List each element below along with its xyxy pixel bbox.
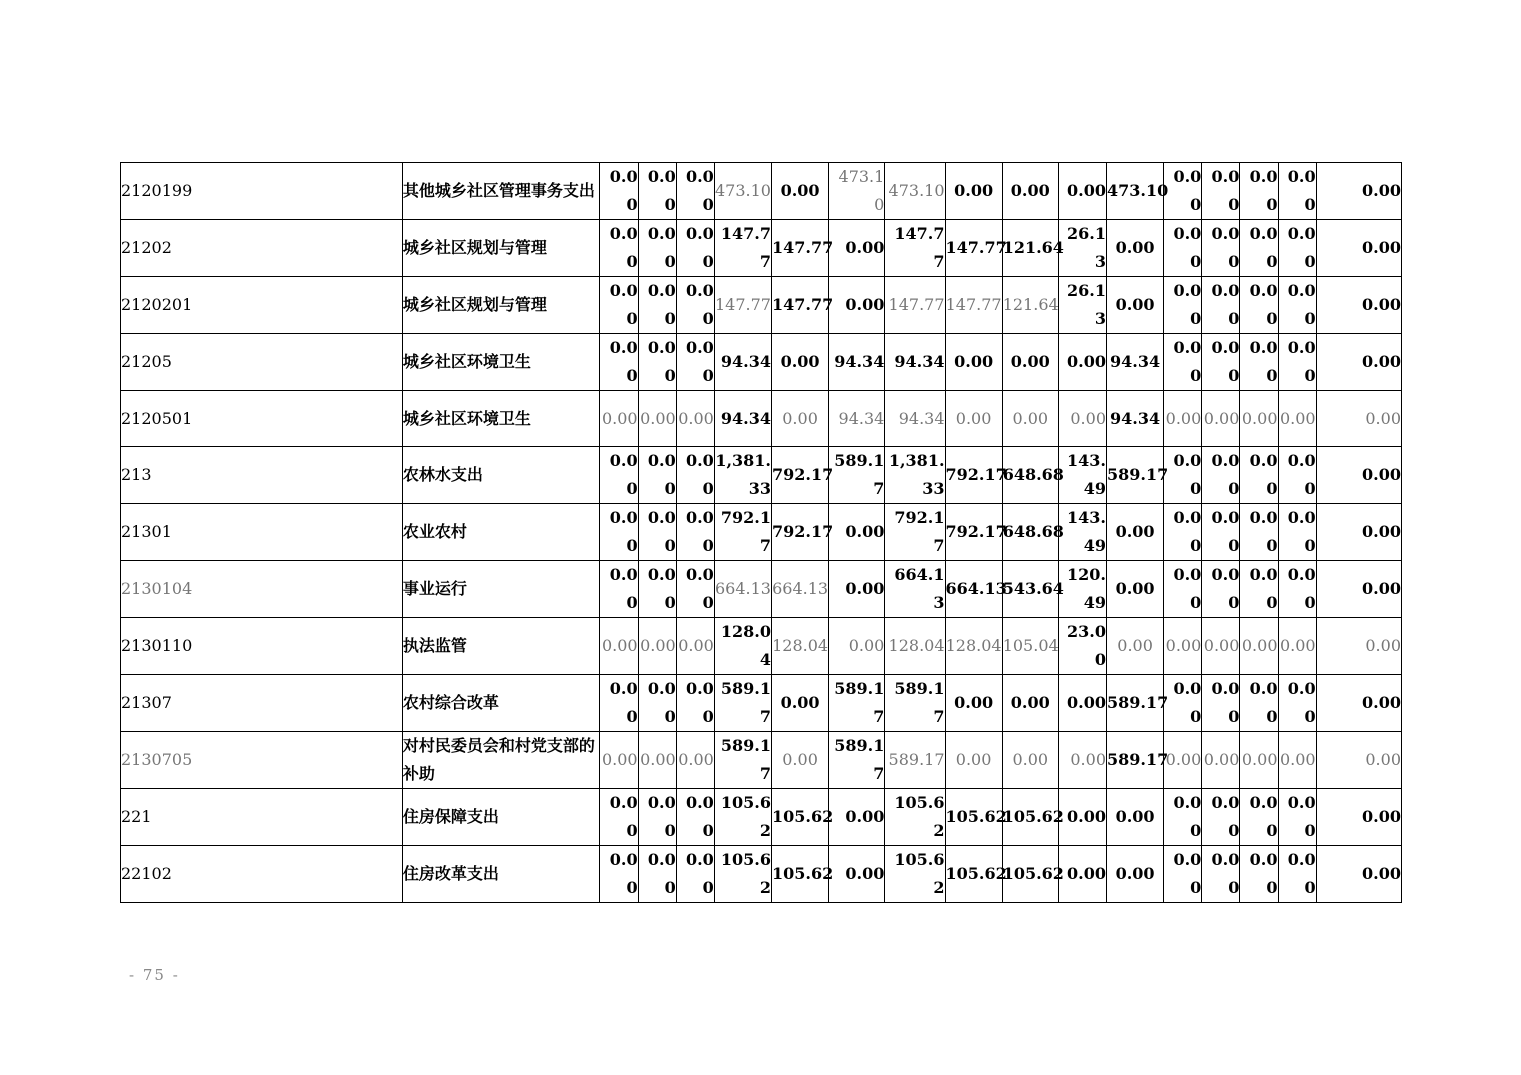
value-cell: 589.17	[829, 675, 885, 732]
value-cell: 664.13	[714, 561, 771, 618]
value-cell: 128.04	[885, 618, 945, 675]
row-name-cell: 城乡社区环境卫生	[402, 391, 600, 447]
value-cell: 0.00	[1240, 447, 1278, 504]
value-cell: 0.00	[1316, 618, 1401, 675]
value-cell: 0.00	[829, 618, 885, 675]
value-cell: 0.00	[1164, 618, 1202, 675]
value-cell: 589.17	[1107, 447, 1164, 504]
value-cell: 0.00	[945, 675, 1002, 732]
row-name-cell: 农业农村	[402, 504, 600, 561]
value-cell: 143.49	[1058, 447, 1106, 504]
value-cell: 0.00	[638, 391, 676, 447]
value-cell: 0.00	[1002, 391, 1058, 447]
value-cell: 792.17	[771, 504, 828, 561]
value-cell: 0.00	[1278, 732, 1316, 789]
value-cell: 0.00	[1202, 732, 1240, 789]
value-cell: 0.00	[1278, 789, 1316, 846]
value-cell: 0.00	[829, 220, 885, 277]
value-cell: 0.00	[1107, 789, 1164, 846]
row-code-cell: 2120201	[121, 277, 403, 334]
value-cell: 128.04	[771, 618, 828, 675]
table-row	[121, 334, 1402, 391]
value-cell: 0.00	[1202, 561, 1240, 618]
value-cell: 0.00	[945, 391, 1002, 447]
value-cell: 0.00	[600, 220, 638, 277]
value-cell: 0.00	[638, 447, 676, 504]
value-cell: 0.00	[1202, 789, 1240, 846]
value-cell: 792.17	[714, 504, 771, 561]
row-name-cell: 城乡社区规划与管理	[402, 277, 600, 334]
value-cell: 0.00	[1278, 163, 1316, 220]
value-cell: 0.00	[600, 675, 638, 732]
value-cell: 0.00	[1202, 220, 1240, 277]
row-code-cell: 22102	[121, 846, 403, 903]
value-cell: 589.17	[1107, 675, 1164, 732]
value-cell: 0.00	[1202, 277, 1240, 334]
value-cell: 0.00	[771, 391, 828, 447]
value-cell: 0.00	[676, 334, 714, 391]
value-cell: 0.00	[638, 675, 676, 732]
value-cell: 0.00	[1002, 163, 1058, 220]
value-cell: 94.34	[885, 391, 945, 447]
value-cell: 0.00	[1202, 334, 1240, 391]
value-cell: 105.04	[1002, 618, 1058, 675]
value-cell: 0.00	[1316, 220, 1401, 277]
row-name-cell: 住房改革支出	[402, 846, 600, 903]
value-cell: 648.68	[1002, 447, 1058, 504]
value-cell: 0.00	[638, 618, 676, 675]
value-cell: 0.00	[1202, 675, 1240, 732]
value-cell: 0.00	[676, 846, 714, 903]
value-cell: 0.00	[829, 277, 885, 334]
value-cell: 0.00	[638, 732, 676, 789]
value-cell: 589.17	[714, 675, 771, 732]
row-code-cell: 2130110	[121, 618, 403, 675]
value-cell: 105.62	[1002, 846, 1058, 903]
value-cell: 589.17	[885, 675, 945, 732]
value-cell: 1,381.33	[714, 447, 771, 504]
value-cell: 0.00	[1278, 391, 1316, 447]
value-cell: 0.00	[829, 846, 885, 903]
value-cell: 105.62	[885, 789, 945, 846]
row-code-cell: 21307	[121, 675, 403, 732]
value-cell: 0.00	[1316, 163, 1401, 220]
value-cell: 147.77	[714, 220, 771, 277]
value-cell: 94.34	[829, 391, 885, 447]
value-cell: 0.00	[638, 846, 676, 903]
value-cell: 0.00	[1240, 277, 1278, 334]
value-cell: 0.00	[1240, 163, 1278, 220]
value-cell: 0.00	[1164, 789, 1202, 846]
value-cell: 23.00	[1058, 618, 1106, 675]
value-cell: 0.00	[1164, 220, 1202, 277]
row-name-cell: 城乡社区环境卫生	[402, 334, 600, 391]
value-cell: 94.34	[829, 334, 885, 391]
value-cell: 0.00	[1240, 504, 1278, 561]
value-cell: 0.00	[676, 391, 714, 447]
row-code-cell: 21301	[121, 504, 403, 561]
value-cell: 0.00	[771, 163, 828, 220]
table-body	[121, 163, 1402, 903]
value-cell: 94.34	[1107, 391, 1164, 447]
value-cell: 0.00	[1316, 846, 1401, 903]
value-cell: 0.00	[638, 163, 676, 220]
value-cell: 0.00	[1240, 220, 1278, 277]
table-row	[121, 504, 1402, 561]
value-cell: 0.00	[600, 789, 638, 846]
value-cell: 0.00	[829, 789, 885, 846]
row-name-cell: 事业运行	[402, 561, 600, 618]
value-cell: 0.00	[1107, 561, 1164, 618]
value-cell: 0.00	[1278, 846, 1316, 903]
value-cell: 26.13	[1058, 220, 1106, 277]
value-cell: 0.00	[1002, 334, 1058, 391]
value-cell: 792.17	[885, 504, 945, 561]
value-cell: 0.00	[600, 163, 638, 220]
value-cell: 0.00	[945, 732, 1002, 789]
value-cell: 105.62	[714, 846, 771, 903]
value-cell: 0.00	[676, 220, 714, 277]
value-cell: 147.77	[714, 277, 771, 334]
row-name-cell: 住房保障支出	[402, 789, 600, 846]
value-cell: 0.00	[1107, 846, 1164, 903]
value-cell: 121.64	[1002, 277, 1058, 334]
value-cell: 0.00	[1164, 447, 1202, 504]
value-cell: 0.00	[1240, 561, 1278, 618]
value-cell: 0.00	[600, 732, 638, 789]
value-cell: 0.00	[1164, 675, 1202, 732]
value-cell: 0.00	[829, 561, 885, 618]
value-cell: 648.68	[1002, 504, 1058, 561]
value-cell: 0.00	[1058, 846, 1106, 903]
value-cell: 473.10	[1107, 163, 1164, 220]
value-cell: 120.49	[1058, 561, 1106, 618]
value-cell: 94.34	[714, 334, 771, 391]
value-cell: 0.00	[600, 277, 638, 334]
row-code-cell: 2120199	[121, 163, 403, 220]
row-code-cell: 221	[121, 789, 403, 846]
value-cell: 0.00	[1164, 391, 1202, 447]
value-cell: 0.00	[1002, 732, 1058, 789]
row-name-cell: 城乡社区规划与管理	[402, 220, 600, 277]
value-cell: 0.00	[676, 789, 714, 846]
value-cell: 664.13	[945, 561, 1002, 618]
value-cell: 105.62	[885, 846, 945, 903]
value-cell: 0.00	[1058, 334, 1106, 391]
value-cell: 543.64	[1002, 561, 1058, 618]
value-cell: 0.00	[1164, 846, 1202, 903]
value-cell: 0.00	[638, 561, 676, 618]
value-cell: 0.00	[638, 789, 676, 846]
value-cell: 0.00	[1058, 163, 1106, 220]
value-cell: 664.13	[771, 561, 828, 618]
value-cell: 0.00	[1316, 675, 1401, 732]
row-code-cell: 2130104	[121, 561, 403, 618]
value-cell: 0.00	[1058, 675, 1106, 732]
value-cell: 105.62	[771, 846, 828, 903]
row-code-cell: 2130705	[121, 732, 403, 789]
value-cell: 0.00	[1278, 447, 1316, 504]
value-cell: 0.00	[676, 732, 714, 789]
table-row	[121, 618, 1402, 675]
table-row	[121, 675, 1402, 732]
value-cell: 0.00	[1240, 618, 1278, 675]
value-cell: 0.00	[1164, 334, 1202, 391]
table-row	[121, 447, 1402, 504]
row-name-cell: 农林水支出	[402, 447, 600, 504]
value-cell: 0.00	[600, 447, 638, 504]
value-cell: 1,381.33	[885, 447, 945, 504]
value-cell: 0.00	[1278, 561, 1316, 618]
value-cell: 121.64	[1002, 220, 1058, 277]
value-cell: 589.17	[885, 732, 945, 789]
value-cell: 473.10	[885, 163, 945, 220]
value-cell: 0.00	[1240, 846, 1278, 903]
value-cell: 0.00	[1202, 447, 1240, 504]
value-cell: 0.00	[1316, 561, 1401, 618]
value-cell: 0.00	[1278, 220, 1316, 277]
value-cell: 0.00	[945, 334, 1002, 391]
value-cell: 0.00	[1278, 675, 1316, 732]
value-cell: 792.17	[945, 447, 1002, 504]
table-row	[121, 277, 1402, 334]
value-cell: 0.00	[1316, 789, 1401, 846]
value-cell: 105.62	[714, 789, 771, 846]
value-cell: 105.62	[771, 789, 828, 846]
value-cell: 0.00	[600, 391, 638, 447]
value-cell: 0.00	[1240, 334, 1278, 391]
value-cell: 0.00	[1107, 618, 1164, 675]
row-name-cell: 对村民委员会和村党支部的补助	[402, 732, 600, 789]
value-cell: 0.00	[1278, 277, 1316, 334]
value-cell: 0.00	[600, 618, 638, 675]
value-cell: 589.17	[829, 447, 885, 504]
value-cell: 0.00	[676, 163, 714, 220]
table-row	[121, 561, 1402, 618]
value-cell: 792.17	[771, 447, 828, 504]
value-cell: 147.77	[885, 220, 945, 277]
value-cell: 94.34	[1107, 334, 1164, 391]
value-cell: 0.00	[1202, 163, 1240, 220]
value-cell: 589.17	[829, 732, 885, 789]
value-cell: 0.00	[771, 675, 828, 732]
table-row	[121, 163, 1402, 220]
value-cell: 0.00	[676, 277, 714, 334]
value-cell: 664.13	[885, 561, 945, 618]
table-row	[121, 846, 1402, 903]
value-cell: 0.00	[1058, 789, 1106, 846]
value-cell: 589.17	[1107, 732, 1164, 789]
value-cell: 0.00	[676, 504, 714, 561]
value-cell: 0.00	[1202, 846, 1240, 903]
budget-table	[120, 162, 1402, 903]
value-cell: 105.62	[945, 789, 1002, 846]
value-cell: 0.00	[676, 675, 714, 732]
value-cell: 0.00	[1164, 504, 1202, 561]
value-cell: 0.00	[600, 334, 638, 391]
value-cell: 94.34	[885, 334, 945, 391]
value-cell: 0.00	[1202, 618, 1240, 675]
value-cell: 0.00	[771, 334, 828, 391]
row-code-cell: 213	[121, 447, 403, 504]
value-cell: 0.00	[1278, 334, 1316, 391]
value-cell: 0.00	[1107, 277, 1164, 334]
value-cell: 0.00	[676, 618, 714, 675]
row-code-cell: 2120501	[121, 391, 403, 447]
value-cell: 0.00	[1058, 732, 1106, 789]
value-cell: 0.00	[1164, 561, 1202, 618]
value-cell: 0.00	[771, 732, 828, 789]
value-cell: 128.04	[714, 618, 771, 675]
value-cell: 147.77	[885, 277, 945, 334]
value-cell: 94.34	[714, 391, 771, 447]
value-cell: 128.04	[945, 618, 1002, 675]
value-cell: 147.77	[771, 220, 828, 277]
value-cell: 0.00	[1202, 504, 1240, 561]
row-name-cell: 其他城乡社区管理事务支出	[402, 163, 600, 220]
value-cell: 473.10	[829, 163, 885, 220]
value-cell: 0.00	[1164, 732, 1202, 789]
value-cell: 0.00	[1316, 277, 1401, 334]
row-code-cell: 21205	[121, 334, 403, 391]
value-cell: 0.00	[1316, 504, 1401, 561]
table-row	[121, 789, 1402, 846]
value-cell: 0.00	[1240, 391, 1278, 447]
table-row	[121, 220, 1402, 277]
value-cell: 0.00	[676, 561, 714, 618]
row-code-cell: 21202	[121, 220, 403, 277]
value-cell: 0.00	[1240, 789, 1278, 846]
value-cell: 26.13	[1058, 277, 1106, 334]
value-cell: 105.62	[1002, 789, 1058, 846]
value-cell: 0.00	[829, 504, 885, 561]
value-cell: 143.49	[1058, 504, 1106, 561]
value-cell: 0.00	[600, 504, 638, 561]
value-cell: 0.00	[1107, 504, 1164, 561]
value-cell: 0.00	[1240, 732, 1278, 789]
value-cell: 0.00	[1202, 391, 1240, 447]
value-cell: 0.00	[638, 220, 676, 277]
value-cell: 147.77	[945, 220, 1002, 277]
value-cell: 0.00	[676, 447, 714, 504]
value-cell: 0.00	[638, 334, 676, 391]
value-cell: 0.00	[1002, 675, 1058, 732]
value-cell: 0.00	[1278, 504, 1316, 561]
page-number: - 75 -	[129, 966, 180, 984]
value-cell: 0.00	[638, 277, 676, 334]
table-row	[121, 391, 1402, 447]
value-cell: 0.00	[1316, 334, 1401, 391]
value-cell: 147.77	[945, 277, 1002, 334]
value-cell: 0.00	[1278, 618, 1316, 675]
value-cell: 147.77	[771, 277, 828, 334]
value-cell: 0.00	[1316, 447, 1401, 504]
value-cell: 0.00	[1107, 220, 1164, 277]
value-cell: 0.00	[1058, 391, 1106, 447]
value-cell: 0.00	[1164, 277, 1202, 334]
value-cell: 589.17	[714, 732, 771, 789]
value-cell: 0.00	[1240, 675, 1278, 732]
table-row	[121, 732, 1402, 789]
value-cell: 0.00	[638, 504, 676, 561]
row-name-cell: 执法监管	[402, 618, 600, 675]
value-cell: 105.62	[945, 846, 1002, 903]
value-cell: 473.10	[714, 163, 771, 220]
row-name-cell: 农村综合改革	[402, 675, 600, 732]
value-cell: 0.00	[1316, 732, 1401, 789]
value-cell: 0.00	[1316, 391, 1401, 447]
value-cell: 0.00	[945, 163, 1002, 220]
value-cell: 0.00	[600, 846, 638, 903]
value-cell: 792.17	[945, 504, 1002, 561]
value-cell: 0.00	[1164, 163, 1202, 220]
value-cell: 0.00	[600, 561, 638, 618]
